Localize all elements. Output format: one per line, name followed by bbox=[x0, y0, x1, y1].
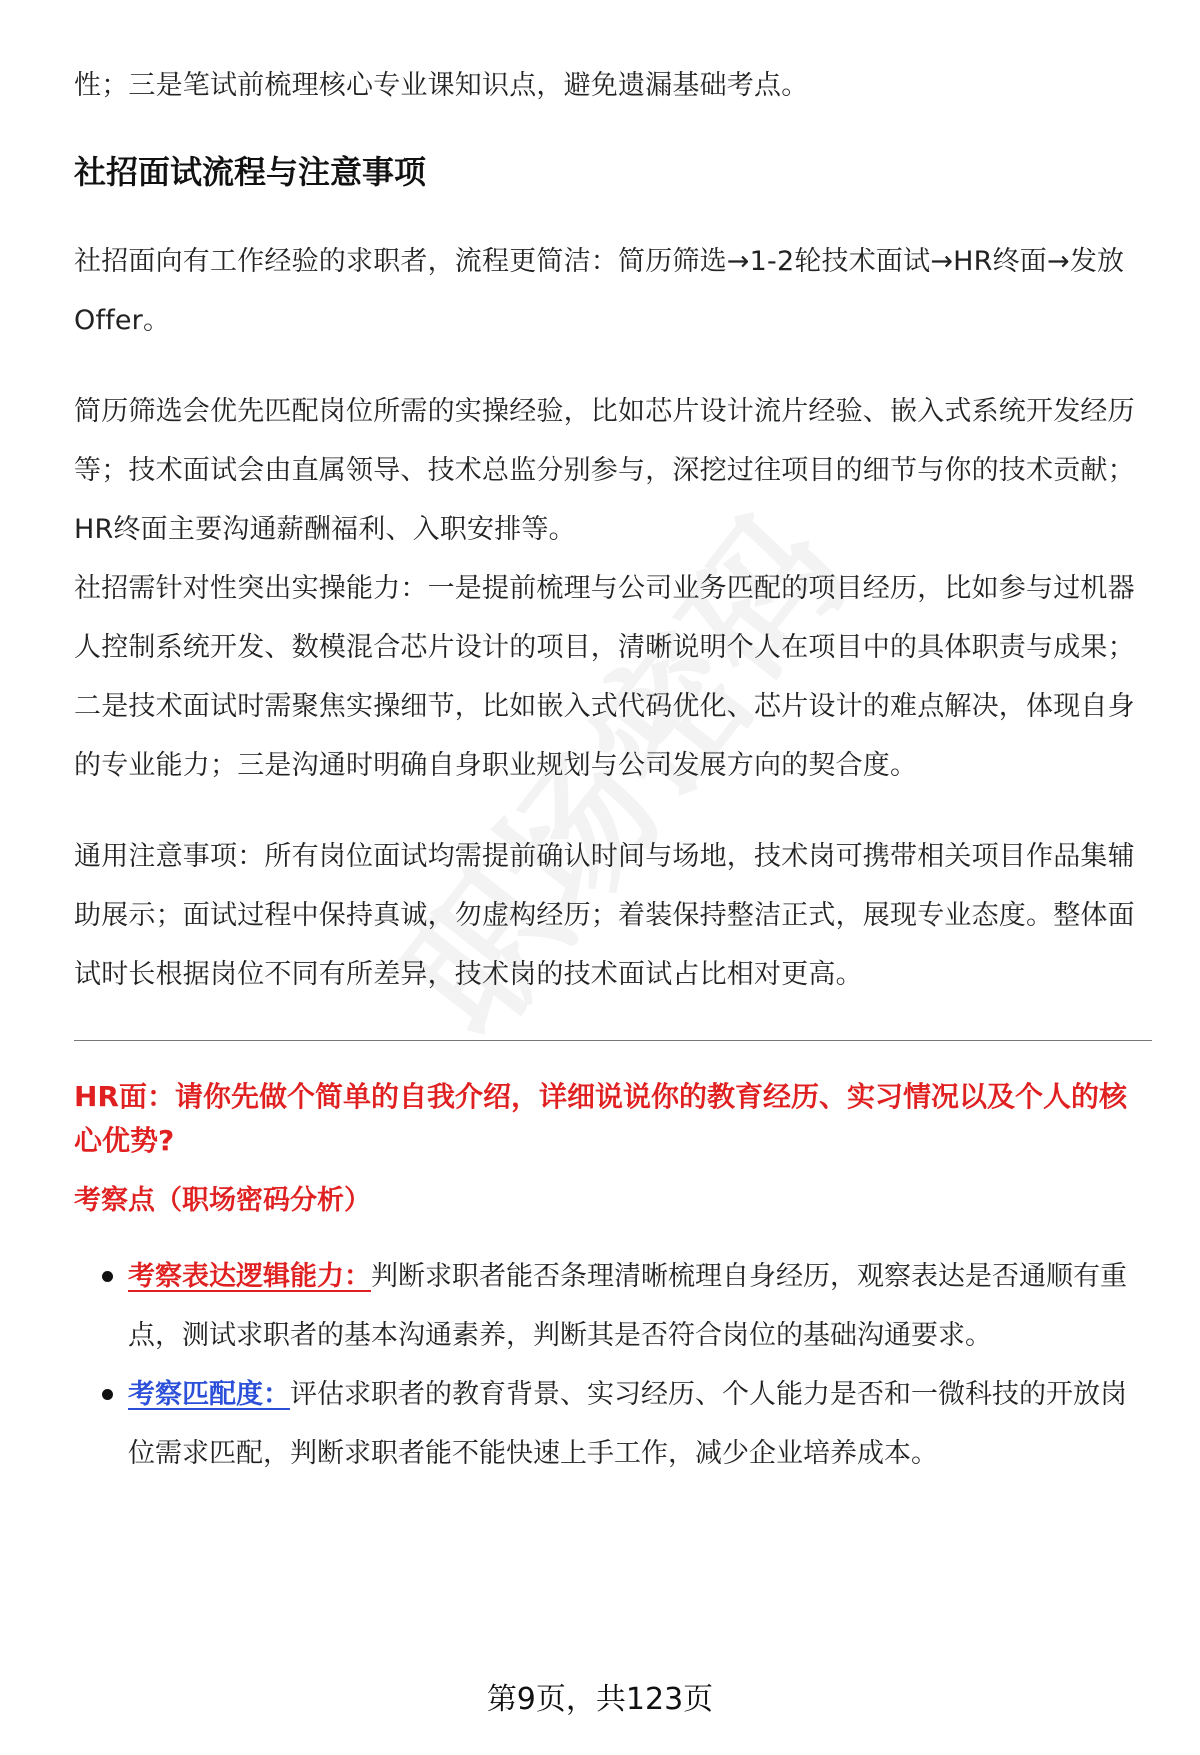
paragraph: 社招面向有工作经验的求职者，流程更简洁：简历筛选→1-2轮技术面试→HR终面→发放Offer。 bbox=[74, 246, 1125, 336]
section-heading: 社招面试流程与注意事项 bbox=[74, 153, 427, 191]
point-keyword: 考察表达逻辑能力： bbox=[128, 1261, 371, 1292]
analysis-heading: 考察点（职场密码分析） bbox=[74, 1185, 371, 1216]
analysis-list bbox=[74, 1247, 1152, 1483]
paragraph: 性；三是笔试前梳理核心专业课知识点，避免遗漏基础考点。 bbox=[74, 70, 809, 101]
point-text: 判断求职者能否条理清晰梳理自身经历，观察表达是否通顺有重点，测试求职者的基本沟通素养，判断其是否符合岗位的基础沟通要求。 bbox=[128, 1261, 1127, 1351]
paragraph: 简历筛选会优先匹配岗位所需的实操经验，比如芯片设计流片经验、嵌入式系统开发经历等；技术面试会由直属领导、技术总监分别参与，深挖过往项目的细节与你的技术贡献；HR终面主要沟通薪酬福利、入职安排等。 bbox=[74, 396, 1135, 545]
bullet-icon bbox=[102, 1271, 113, 1282]
point-keyword: 考察匹配度： bbox=[128, 1379, 290, 1410]
point-text: 评估求职者的教育背景、实习经历、个人能力是否和一微科技的开放岗位需求匹配，判断求职者能不能快速上手工作，减少企业培养成本。 bbox=[128, 1379, 1127, 1469]
page-number: 第9页，共123页 bbox=[486, 1682, 714, 1717]
list-item bbox=[128, 1365, 1152, 1483]
interview-question: HR面：请你先做个简单的自我介绍，详细说说你的教育经历、实习情况以及个人的核心优势? bbox=[74, 1080, 1127, 1157]
page-content bbox=[74, 56, 1152, 1483]
paragraph: 通用注意事项：所有岗位面试均需提前确认时间与场地，技术岗可携带相关项目作品集辅助展示；面试过程中保持真诚，勿虚构经历；着装保持整洁正式，展现专业态度。整体面试时长根据岗位不同有所差异，技术岗的技术面试占比相对更高。 bbox=[74, 841, 1135, 990]
bullet-icon bbox=[102, 1389, 113, 1400]
list-item bbox=[128, 1247, 1152, 1365]
paragraph: 社招需针对性突出实操能力：一是提前梳理与公司业务匹配的项目经历，比如参与过机器人控制系统开发、数模混合芯片设计的项目，清晰说明个人在项目中的具体职责与成果；二是技术面试时需聚焦实操细节，比如嵌入式代码优化、芯片设计的难点解决，体现自身的专业能力；三是沟通时明确自身职业规划与公司发展方向的契合度。 bbox=[74, 573, 1135, 781]
